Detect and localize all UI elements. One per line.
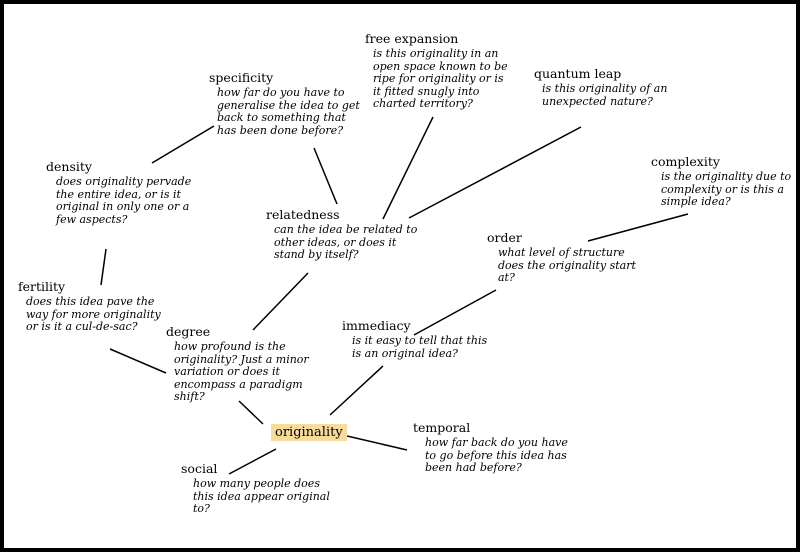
node-title: fertility (18, 279, 66, 294)
connector-density-specificity (152, 126, 214, 163)
node-description: how profound is the originality? Just a minor variation or does it encompass a paradigm shift? (174, 340, 309, 404)
node-complexity (651, 154, 791, 209)
connector-immediacy (330, 366, 383, 415)
node-title: quantum leap (534, 66, 622, 81)
connector-degree (239, 401, 263, 424)
node-title: free expansion (365, 31, 459, 46)
node-description: how far back do you have to go before this idea has been had before? (425, 436, 568, 475)
node-title: order (487, 230, 522, 245)
node-social (181, 461, 330, 516)
node-description: is it easy to tell that this is an original idea? (352, 334, 488, 360)
node-title: social (181, 461, 218, 476)
center-label: originality (271, 424, 347, 441)
node-description: how many people does this idea appear original to? (193, 477, 330, 516)
node-description: can the idea be related to other ideas, or does it stand by itself? (274, 223, 418, 262)
node-title: immediacy (342, 318, 411, 333)
node-specificity (209, 70, 360, 137)
connector-temporal (347, 436, 407, 450)
node-title: degree (166, 324, 211, 339)
node-description: is this originality in an open space known to be ripe for originality or is it fitted snugly into charted territory? (373, 47, 508, 111)
node-relatedness (266, 207, 417, 262)
node-title: temporal (413, 420, 471, 435)
connector-specificity (314, 148, 337, 204)
node-title: specificity (209, 70, 274, 85)
node-order (487, 230, 636, 285)
mind-map-canvas (4, 4, 796, 548)
node-quantum-leap (534, 66, 667, 108)
node-description: how far do you have to generalise the idea to get back to something that has been done before? (217, 86, 360, 137)
node-description: what level of structure does the originality start at? (498, 246, 636, 285)
node-description: does originality pervade the entire idea, or is it original in only one or a few aspects? (56, 175, 192, 226)
node-temporal (413, 420, 568, 475)
connector-quantum-leap (409, 127, 581, 218)
node-description: is this originality of an unexpected nature? (542, 82, 668, 108)
node-originality-center (271, 421, 347, 440)
node-free-expansion (365, 31, 508, 111)
node-title: complexity (651, 154, 720, 169)
node-description: is the originality due to complexity or is this a simple idea? (661, 170, 792, 209)
node-fertility (18, 279, 161, 334)
node-title: relatedness (266, 207, 340, 222)
node-density (46, 159, 191, 226)
connector-relatedness (253, 273, 308, 330)
node-title: density (46, 159, 92, 174)
connector-free-expansion (383, 117, 433, 219)
node-immediacy (342, 318, 487, 360)
node-description: does this idea pave the way for more originality or is it a cul-de-sac? (26, 295, 161, 334)
node-degree (166, 324, 309, 404)
connector-fertility (110, 349, 166, 373)
